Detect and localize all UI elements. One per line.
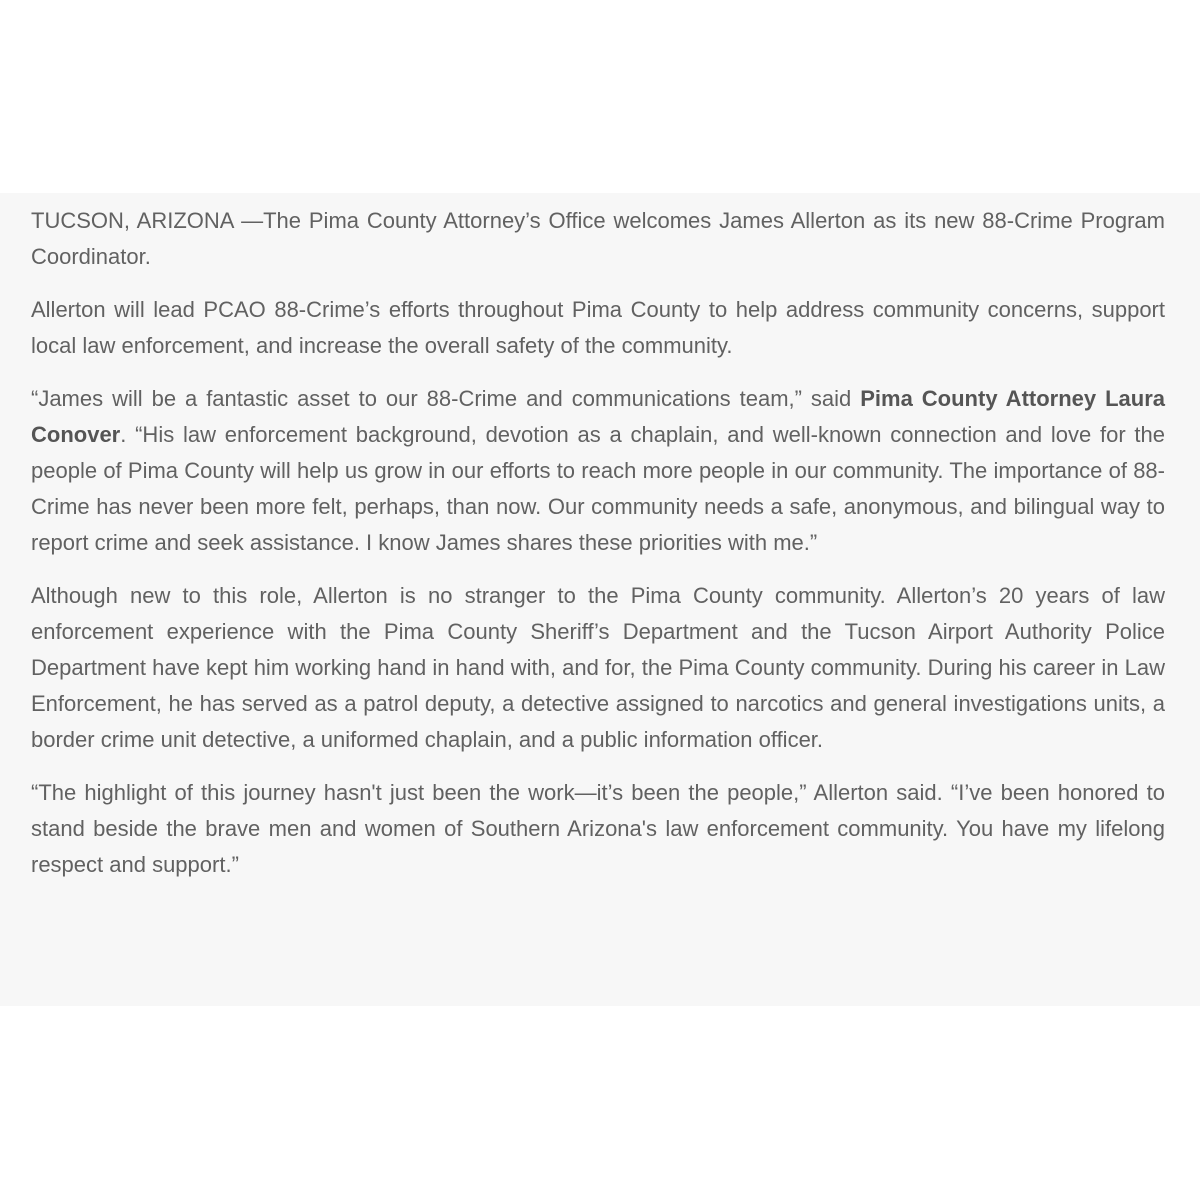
- dateline-paragraph: TUCSON, ARIZONA —The Pima County Attorney’s Office welcomes James Allerton as its new 88-Crime Program Coordinator.: [31, 208, 1165, 269]
- quote-intro: “James will be a fantastic asset to our 88-Crime and communications team,” said: [31, 386, 861, 411]
- quote-paragraph: [31, 381, 1165, 561]
- quote-body: . “His law enforcement background, devotion as a chaplain, and well-known connection and love for the people of Pima County will help us grow in our efforts to reach more people in our community. The importance of 88-Crime has never been more felt, perhaps, than now. Our community needs a safe, anonymous, and bilingual way to report crime and seek assistance. I know James shares these priorities with me.”: [31, 422, 1165, 555]
- speaker-name: Pima County Attorney Laura Conover: [31, 386, 1165, 447]
- closing-quote-paragraph: “The highlight of this journey hasn't just been the work—it’s been the people,” Allerton said. “I’ve been honored to stand beside the brave men and women of Southern Arizona's law enforcement community. You have my lifelong respect and support.”: [31, 780, 1165, 877]
- background-paragraph: Although new to this role, Allerton is no stranger to the Pima County community. Allerton’s 20 years of law enforcement experience with the Pima County Sheriff’s Department and the Tucson Airport Authority Police Department have kept him working hand in hand with, and for, the Pima County community. During his career in Law Enforcement, he has served as a patrol deputy, a detective assigned to narcotics and general investigations units, a border crime unit detective, a uniformed chaplain, and a public information officer.: [31, 583, 1165, 752]
- article-panel: [0, 193, 1200, 1006]
- role-paragraph: Allerton will lead PCAO 88-Crime’s efforts throughout Pima County to help address community concerns, support local law enforcement, and increase the overall safety of the community.: [31, 297, 1165, 358]
